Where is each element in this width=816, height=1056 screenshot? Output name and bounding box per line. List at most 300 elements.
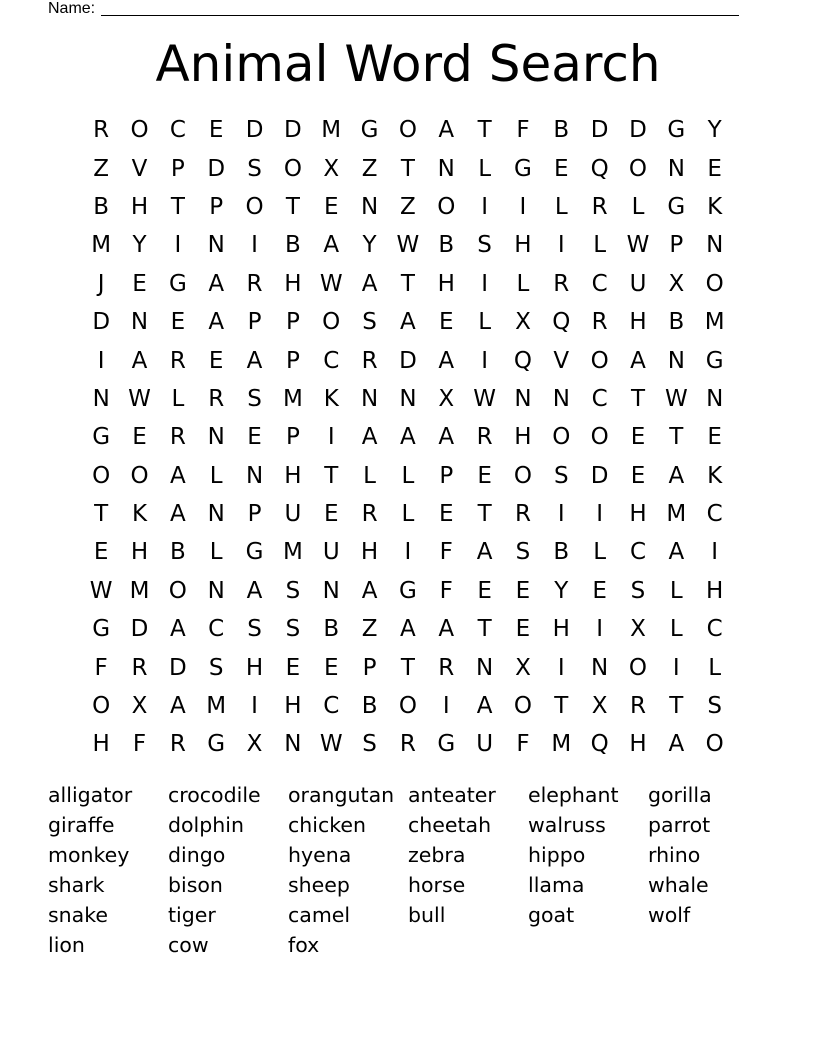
grid-letter[interactable]: B [285, 232, 301, 259]
grid-letter[interactable]: N [591, 654, 609, 681]
grid-letter[interactable]: W [664, 385, 688, 412]
grid-letter[interactable]: I [251, 693, 258, 720]
grid-letter[interactable]: A [476, 693, 493, 720]
grid-letter[interactable]: N [207, 501, 225, 528]
grid-letter[interactable]: H [629, 309, 647, 336]
grid-letter[interactable]: T [669, 693, 684, 720]
grid-letter[interactable]: E [630, 424, 646, 451]
grid-letter[interactable]: N [322, 577, 340, 604]
grid-letter[interactable]: N [706, 232, 724, 259]
grid-letter[interactable]: A [668, 539, 685, 566]
grid-letter[interactable]: O [92, 693, 111, 720]
grid-letter[interactable]: E [707, 155, 722, 182]
grid-letter[interactable]: N [476, 654, 494, 681]
grid-letter[interactable]: N [514, 385, 532, 412]
grid-letter[interactable]: I [481, 347, 488, 374]
grid-letter[interactable]: E [438, 309, 454, 336]
grid-letter[interactable]: H [130, 193, 149, 220]
grid-letter[interactable]: K [131, 501, 148, 528]
grid-letter[interactable]: K [707, 462, 723, 489]
grid-letter[interactable]: I [251, 232, 258, 259]
grid-letter[interactable]: X [131, 693, 148, 720]
grid-letter[interactable]: C [629, 539, 647, 566]
grid-letter[interactable]: F [94, 654, 108, 681]
grid-letter[interactable]: W [396, 232, 420, 259]
grid-letter[interactable]: A [169, 693, 186, 720]
grid-letter[interactable]: H [284, 462, 302, 489]
grid-letter[interactable]: Q [513, 347, 532, 374]
grid-letter[interactable]: D [245, 117, 264, 144]
grid-letter[interactable]: W [128, 385, 151, 412]
grid-letter[interactable]: F [516, 731, 530, 758]
grid-letter[interactable]: O [552, 424, 571, 451]
page-title: Animal Word Search [155, 35, 661, 93]
grid-letter[interactable]: U [629, 270, 647, 297]
grid-letter[interactable]: E [170, 309, 186, 336]
grid-letter[interactable]: S [553, 462, 569, 489]
grid-letter[interactable]: H [92, 731, 110, 758]
grid-letter[interactable]: T [94, 501, 109, 528]
grid-letter[interactable]: O [322, 309, 341, 336]
grid-letter[interactable]: P [285, 424, 300, 451]
grid-letter[interactable]: N [207, 424, 225, 451]
grid-letter[interactable]: A [438, 347, 455, 374]
grid-letter[interactable]: C [591, 270, 608, 297]
grid-letter[interactable]: I [97, 347, 105, 374]
grid-letter[interactable]: E [208, 347, 224, 374]
grid-letter[interactable]: E [477, 462, 492, 489]
grid-letter[interactable]: R [361, 501, 378, 528]
grid-letter[interactable]: H [245, 654, 264, 681]
grid-letter[interactable]: T [554, 693, 569, 720]
grid-letter[interactable]: X [323, 155, 340, 182]
grid-letter[interactable]: A [400, 616, 416, 643]
grid-letter[interactable]: G [245, 539, 264, 566]
grid-letter[interactable]: D [130, 616, 149, 643]
grid-letter[interactable]: M [321, 117, 342, 144]
grid-letter[interactable]: P [170, 155, 185, 182]
grid-letter[interactable]: A [400, 424, 416, 451]
grid-letter[interactable]: M [129, 577, 150, 604]
grid-letter[interactable]: A [131, 347, 148, 374]
grid-letter[interactable]: A [438, 616, 455, 643]
grid-letter[interactable]: W [89, 577, 113, 604]
grid-letter[interactable]: D [399, 347, 417, 374]
grid-letter[interactable]: I [672, 654, 680, 681]
grid-letter[interactable]: G [514, 155, 532, 182]
grid-letter[interactable]: O [283, 155, 302, 182]
grid-letter[interactable]: H [360, 539, 379, 566]
grid-letter[interactable]: A [169, 501, 186, 528]
grid-letter[interactable]: R [399, 731, 416, 758]
grid-letter[interactable]: I [596, 616, 604, 643]
grid-letter[interactable]: R [131, 654, 148, 681]
grid-letter[interactable]: I [404, 539, 412, 566]
grid-letter[interactable]: E [477, 577, 492, 604]
name-blank-line[interactable] [101, 1, 739, 16]
grid-letter[interactable]: K [323, 385, 339, 412]
grid-letter[interactable]: Q [590, 155, 609, 182]
grid-letter[interactable]: A [361, 424, 378, 451]
grid-letter[interactable]: N [92, 385, 110, 412]
grid-letter[interactable]: N [360, 385, 379, 412]
grid-letter[interactable]: L [669, 616, 683, 643]
grid-letter[interactable]: M [282, 539, 303, 566]
grid-letter[interactable]: H [706, 577, 724, 604]
grid-letter[interactable]: N [245, 462, 264, 489]
grid-letter[interactable]: A [208, 309, 225, 336]
grid-letter[interactable]: I [174, 232, 182, 259]
grid-letter[interactable]: Q [552, 309, 571, 336]
grid-letter[interactable]: N [360, 193, 379, 220]
grid-letter[interactable]: G [207, 731, 226, 758]
grid-letter[interactable]: N [207, 232, 225, 259]
grid-row [82, 380, 734, 418]
grid-letter[interactable]: O [513, 693, 532, 720]
grid-letter[interactable]: G [399, 577, 417, 604]
grid-letter[interactable]: M [91, 232, 112, 259]
grid-letter[interactable]: A [400, 309, 416, 336]
grid-letter[interactable]: T [400, 270, 415, 297]
grid-letter[interactable]: Z [361, 155, 378, 182]
grid-letter[interactable]: H [552, 616, 570, 643]
grid-letter[interactable]: R [476, 424, 493, 451]
grid-letter[interactable]: M [551, 731, 572, 758]
grid-letter[interactable]: V [553, 347, 570, 374]
grid-letter[interactable]: U [284, 501, 302, 528]
grid-letter[interactable]: B [438, 232, 455, 259]
grid-letter[interactable]: O [628, 654, 648, 681]
grid-letter[interactable]: O [168, 577, 187, 604]
word-list-item: cheetah [408, 813, 492, 837]
grid-letter[interactable]: B [169, 539, 186, 566]
grid-letter[interactable]: R [591, 309, 608, 336]
grid-letter[interactable]: X [668, 270, 685, 297]
grid-letter[interactable]: B [553, 117, 570, 144]
grid-letter[interactable]: G [92, 424, 111, 451]
grid-letter[interactable]: E [592, 577, 607, 604]
grid-letter[interactable]: O [705, 731, 724, 758]
grid-letter[interactable]: P [439, 462, 454, 489]
grid-letter[interactable]: R [208, 385, 225, 412]
grid-letter[interactable]: B [361, 693, 378, 720]
grid-letter[interactable]: E [132, 424, 147, 451]
grid-letter[interactable]: I [557, 232, 565, 259]
grid-letter[interactable]: E [247, 424, 262, 451]
grid-letter[interactable]: G [437, 731, 456, 758]
grid-letter[interactable]: P [247, 501, 262, 528]
grid-letter[interactable]: I [557, 501, 565, 528]
grid-letter[interactable]: S [630, 577, 646, 604]
grid-letter[interactable]: O [628, 155, 648, 182]
grid-letter[interactable]: P [247, 309, 262, 336]
grid-letter[interactable]: L [363, 462, 376, 489]
grid-letter[interactable]: M [666, 501, 687, 528]
grid-letter[interactable]: A [246, 347, 263, 374]
grid-letter[interactable]: N [706, 385, 724, 412]
grid-letter[interactable]: T [477, 117, 492, 144]
grid-letter[interactable]: R [361, 347, 378, 374]
grid-letter[interactable]: I [596, 501, 604, 528]
grid-letter[interactable]: L [516, 270, 530, 297]
grid-letter[interactable]: D [284, 117, 302, 144]
grid-letter[interactable]: H [437, 270, 455, 297]
grid-letter[interactable]: R [629, 693, 646, 720]
grid-letter[interactable]: M [282, 385, 303, 412]
grid-letter[interactable]: A [476, 539, 493, 566]
grid-letter[interactable]: O [590, 347, 609, 374]
grid-letter[interactable]: R [591, 193, 608, 220]
grid-letter[interactable]: L [401, 462, 415, 489]
grid-letter[interactable]: I [481, 193, 488, 220]
grid-letter[interactable]: U [322, 539, 340, 566]
grid-letter[interactable]: E [132, 270, 147, 297]
grid-letter[interactable]: E [630, 462, 646, 489]
grid-letter[interactable]: T [630, 385, 646, 412]
grid-letter[interactable]: H [629, 731, 647, 758]
grid-letter[interactable]: N [437, 155, 455, 182]
grid-letter[interactable]: I [327, 424, 335, 451]
grid-letter[interactable]: B [553, 539, 570, 566]
grid-letter[interactable]: H [284, 270, 302, 297]
grid-letter[interactable]: H [514, 424, 532, 451]
grid-letter[interactable]: N [399, 385, 417, 412]
name-label: Name: [48, 0, 96, 17]
grid-letter[interactable]: S [247, 616, 262, 643]
grid-letter[interactable]: R [169, 347, 186, 374]
grid-letter[interactable]: A [246, 577, 263, 604]
grid-letter[interactable]: D [207, 155, 226, 182]
grid-letter[interactable]: L [631, 193, 645, 220]
grid-letter[interactable]: E [515, 577, 531, 604]
grid-letter[interactable]: S [362, 309, 377, 336]
grid-letter[interactable]: D [590, 462, 609, 489]
grid-letter[interactable]: H [130, 539, 149, 566]
grid-letter[interactable]: Y [132, 232, 147, 259]
grid-letter[interactable]: S [208, 654, 224, 681]
grid-letter[interactable]: A [668, 462, 685, 489]
grid-letter[interactable]: B [323, 616, 340, 643]
grid-letter[interactable]: A [438, 424, 455, 451]
grid-letter[interactable]: O [398, 693, 417, 720]
grid-letter[interactable]: G [667, 117, 686, 144]
grid-letter[interactable]: C [208, 616, 225, 643]
grid-letter[interactable]: A [323, 232, 340, 259]
grid-letter[interactable]: F [439, 539, 453, 566]
grid-letter[interactable]: X [515, 309, 531, 336]
grid-letter[interactable]: L [669, 577, 683, 604]
grid-letter[interactable]: T [400, 654, 415, 681]
grid-letter[interactable]: L [708, 654, 722, 681]
word-list-item: goat [528, 903, 575, 927]
grid-letter[interactable]: C [169, 117, 186, 144]
grid-letter[interactable]: T [477, 501, 492, 528]
grid-letter[interactable]: T [170, 193, 185, 220]
grid-letter[interactable]: G [360, 117, 379, 144]
grid-letter[interactable]: E [323, 501, 339, 528]
grid-letter[interactable]: T [400, 155, 415, 182]
grid-letter[interactable]: A [630, 347, 646, 374]
grid-letter[interactable]: A [668, 731, 685, 758]
grid-letter[interactable]: A [438, 117, 455, 144]
grid-letter[interactable]: O [245, 193, 264, 220]
grid-letter[interactable]: W [319, 731, 343, 758]
grid-letter[interactable]: H [284, 693, 302, 720]
grid-letter[interactable]: N [667, 347, 685, 374]
grid-letter[interactable]: G [168, 270, 187, 297]
grid-letter[interactable]: E [707, 424, 722, 451]
grid-letter[interactable]: S [362, 731, 377, 758]
grid-letter[interactable]: L [209, 539, 223, 566]
grid-letter[interactable]: P [285, 347, 300, 374]
grid-letter[interactable]: R [169, 424, 186, 451]
grid-letter[interactable]: D [92, 309, 111, 336]
grid-letter[interactable]: N [284, 731, 302, 758]
word-list-item: lion [48, 933, 85, 957]
grid-letter[interactable]: Y [362, 232, 377, 259]
grid-letter[interactable]: E [515, 616, 531, 643]
grid-letter[interactable]: H [514, 232, 532, 259]
grid-letter[interactable]: G [92, 616, 111, 643]
grid-letter[interactable]: X [515, 654, 531, 681]
grid-letter[interactable]: L [401, 501, 415, 528]
grid-letter[interactable]: L [171, 385, 185, 412]
grid-letter[interactable]: F [516, 117, 530, 144]
grid-letter[interactable]: A [361, 577, 378, 604]
grid-letter[interactable]: W [626, 232, 650, 259]
grid-letter[interactable]: A [169, 462, 186, 489]
grid-letter[interactable]: Z [400, 193, 416, 220]
grid-letter[interactable]: F [132, 731, 147, 758]
grid-letter[interactable]: O [398, 117, 417, 144]
grid-letter[interactable]: G [705, 347, 724, 374]
grid-letter[interactable]: Y [554, 577, 569, 604]
grid-letter[interactable]: X [438, 385, 455, 412]
grid-letter[interactable]: A [208, 270, 225, 297]
grid-letter[interactable]: M [206, 693, 227, 720]
grid-letter[interactable]: S [247, 385, 262, 412]
grid-letter[interactable]: N [667, 155, 685, 182]
grid-letter[interactable]: D [590, 117, 609, 144]
grid-letter[interactable]: S [285, 616, 301, 643]
grid-letter[interactable]: J [97, 270, 105, 297]
grid-letter[interactable]: T [477, 616, 492, 643]
grid-letter[interactable]: I [711, 539, 719, 566]
grid-letter[interactable]: O [130, 462, 149, 489]
grid-letter[interactable]: W [319, 270, 343, 297]
grid-letter[interactable]: V [131, 155, 148, 182]
grid-letter[interactable]: I [519, 193, 527, 220]
grid-letter[interactable]: R [514, 501, 531, 528]
grid-letter[interactable]: W [473, 385, 496, 412]
grid-letter[interactable]: E [554, 155, 569, 182]
grid-letter[interactable]: I [557, 654, 565, 681]
grid-letter[interactable]: E [323, 193, 339, 220]
grid-letter[interactable]: Z [93, 155, 110, 182]
grid-letter[interactable]: L [554, 193, 568, 220]
grid-letter[interactable]: S [707, 693, 722, 720]
grid-letter[interactable]: L [478, 309, 492, 336]
grid-letter[interactable]: N [207, 577, 225, 604]
grid-letter[interactable]: Q [590, 731, 609, 758]
grid-letter[interactable]: X [591, 693, 608, 720]
grid-letter[interactable]: O [437, 193, 456, 220]
grid-letter[interactable]: R [438, 654, 455, 681]
grid-letter[interactable]: O [92, 462, 111, 489]
grid-letter[interactable]: O [590, 424, 609, 451]
grid-letter[interactable]: M [704, 309, 725, 336]
grid-letter[interactable]: A [361, 270, 378, 297]
grid-letter[interactable]: E [93, 539, 109, 566]
grid-letter[interactable]: C [706, 501, 723, 528]
grid-letter[interactable]: S [477, 232, 492, 259]
grid-letter[interactable]: O [513, 462, 532, 489]
grid-letter[interactable]: X [630, 616, 646, 643]
grid-letter[interactable]: O [705, 270, 724, 297]
grid-letter[interactable]: T [669, 424, 684, 451]
grid-letter[interactable]: T [324, 462, 339, 489]
grid-letter[interactable]: L [593, 232, 607, 259]
grid-letter[interactable]: I [442, 693, 450, 720]
grid-letter[interactable]: C [706, 616, 723, 643]
grid-letter[interactable]: I [481, 270, 488, 297]
grid-letter[interactable]: S [247, 155, 262, 182]
grid-letter[interactable]: S [285, 577, 301, 604]
grid-letter[interactable]: P [362, 654, 377, 681]
grid-letter[interactable]: L [209, 462, 223, 489]
grid-letter[interactable]: X [246, 731, 263, 758]
grid-letter[interactable]: Y [707, 117, 722, 144]
grid-row [82, 188, 734, 226]
grid-letter[interactable]: S [515, 539, 531, 566]
grid-letter[interactable]: N [130, 309, 149, 336]
grid-letter[interactable]: R [553, 270, 570, 297]
letter-grid [82, 111, 734, 764]
grid-letter[interactable]: E [208, 117, 224, 144]
word-list-item: elephant [528, 783, 619, 807]
grid-letter[interactable]: R [169, 731, 186, 758]
grid-letter[interactable]: B [668, 309, 685, 336]
grid-letter[interactable]: U [476, 731, 494, 758]
grid-letter[interactable]: D [169, 654, 187, 681]
grid-letter[interactable]: E [438, 501, 454, 528]
word-list-item: shark [48, 873, 105, 897]
grid-letter[interactable]: O [130, 117, 149, 144]
grid-letter[interactable]: E [285, 654, 301, 681]
grid-letter[interactable]: N [552, 385, 570, 412]
grid-letter[interactable]: R [246, 270, 263, 297]
grid-letter[interactable]: C [323, 693, 340, 720]
grid-letter[interactable]: P [669, 232, 684, 259]
grid-letter[interactable]: F [439, 577, 453, 604]
grid-letter[interactable]: H [629, 501, 647, 528]
grid-letter[interactable]: P [285, 309, 300, 336]
grid-letter[interactable]: C [591, 385, 608, 412]
grid-letter[interactable]: R [93, 117, 110, 144]
grid-letter[interactable]: L [478, 155, 492, 182]
grid-letter[interactable]: P [209, 193, 224, 220]
grid-letter[interactable]: T [285, 193, 300, 220]
grid-letter[interactable]: K [707, 193, 723, 220]
grid-letter[interactable]: L [593, 539, 607, 566]
grid-letter[interactable]: E [323, 654, 339, 681]
grid-letter[interactable]: C [323, 347, 340, 374]
grid-letter[interactable]: Z [361, 616, 378, 643]
grid-letter[interactable]: B [93, 193, 110, 220]
grid-letter[interactable]: A [169, 616, 186, 643]
grid-letter[interactable]: G [667, 193, 686, 220]
grid-letter[interactable]: D [629, 117, 647, 144]
